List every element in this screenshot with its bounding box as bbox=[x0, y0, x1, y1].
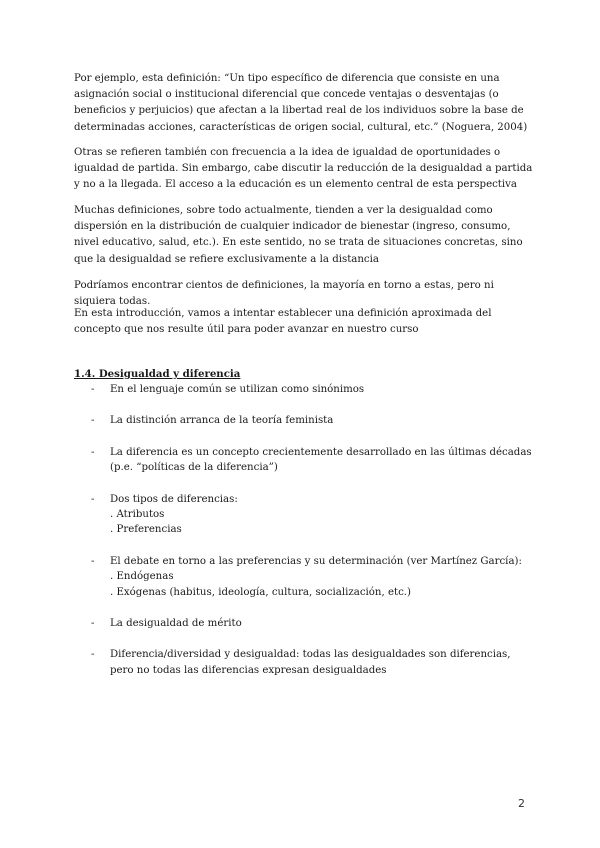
bullet-dash: - bbox=[91, 493, 95, 505]
paragraph-dispersion: Muchas definiciones, sobre todo actualmente, tienden a ver la desigualdad como dispersión en la distribución de cualquier indicador de bienestar (ingreso, consumo, nivel educativo, salud, etc.). En este sentido, no se trata de situaciones concretas, sino que la desigualdad se refiere exclusivamente a la distancia bbox=[74, 205, 523, 265]
page-number: 2 bbox=[518, 797, 525, 810]
bullet-dash: - bbox=[91, 415, 95, 427]
list-item bbox=[74, 492, 534, 538]
bullet-text: La diferencia es un concepto crecientemente desarrollado en las últimas décadas (p.e. “políticas de la diferencia”) bbox=[110, 446, 532, 474]
paragraph-equal-opportunity: Otras se refieren también con frecuencia a la idea de igualdad de oportunidades o igualdad de partida. Sin embargo, cabe discutir la reducción de la desigualdad a partida y no a la llegada. El acceso a la educación es un elemento central de esta perspectiva bbox=[74, 147, 533, 191]
paragraph-hundreds-definitions: Podríamos encontrar cientos de definiciones, la mayoría en torno a estas, pero ni siquiera todas. bbox=[74, 280, 494, 308]
sub-item-preferencias: . Preferencias bbox=[110, 524, 182, 536]
paragraph-introduction: En esta introducción, vamos a intentar establecer una definición aproximada del concepto que nos resulte útil para poder avanzar en nuestro curso bbox=[74, 308, 492, 336]
list-item bbox=[74, 647, 534, 678]
bullet-dash: - bbox=[91, 384, 95, 395]
list-item bbox=[74, 445, 534, 476]
sub-item-exogenas: . Exógenas (habitus, ideología, cultura, socialización, etc.) bbox=[110, 586, 411, 598]
sub-item-atributos: . Atributos bbox=[110, 509, 165, 521]
bullet-text: El debate en torno a las preferencias y su determinación (ver Martínez García): bbox=[110, 555, 522, 567]
bullet-dash: - bbox=[91, 649, 95, 661]
sub-item-endogenas: . Endógenas bbox=[110, 571, 174, 583]
bullet-dash: - bbox=[91, 618, 95, 630]
bullet-text: Dos tipos de diferencias: bbox=[110, 493, 238, 505]
bullet-text: En el lenguaje común se utilizan como sinónimos bbox=[110, 384, 365, 395]
list-item bbox=[74, 554, 534, 600]
bullet-dash: - bbox=[91, 555, 95, 567]
paragraph-definition-quote: Por ejemplo, esta definición: “Un tipo específico de diferencia que consiste en una asignación social o institucional diferencial que concede ventajas o desventajas (o beneficios y perjuicios) que afectan a la libertad real de los individuos sobre la base de determinadas acciones, características de origen social, cultural, etc.” (Noguera, 2004) bbox=[74, 73, 528, 133]
bullet-list bbox=[74, 382, 534, 694]
bullet-text: La distinción arranca de la teoría feminista bbox=[110, 415, 334, 427]
list-item bbox=[74, 413, 534, 428]
bullet-text: Diferencia/diversidad y desigualdad: todas las desigualdades son diferencias, pero no todas las diferencias expresan desigualdades bbox=[110, 649, 511, 676]
section-heading: 1.4. Desigualdad y diferencia bbox=[74, 368, 241, 380]
list-item bbox=[74, 616, 534, 631]
bullet-text: La desigualdad de mérito bbox=[110, 618, 242, 630]
bullet-dash: - bbox=[91, 446, 95, 458]
list-item bbox=[74, 382, 534, 397]
